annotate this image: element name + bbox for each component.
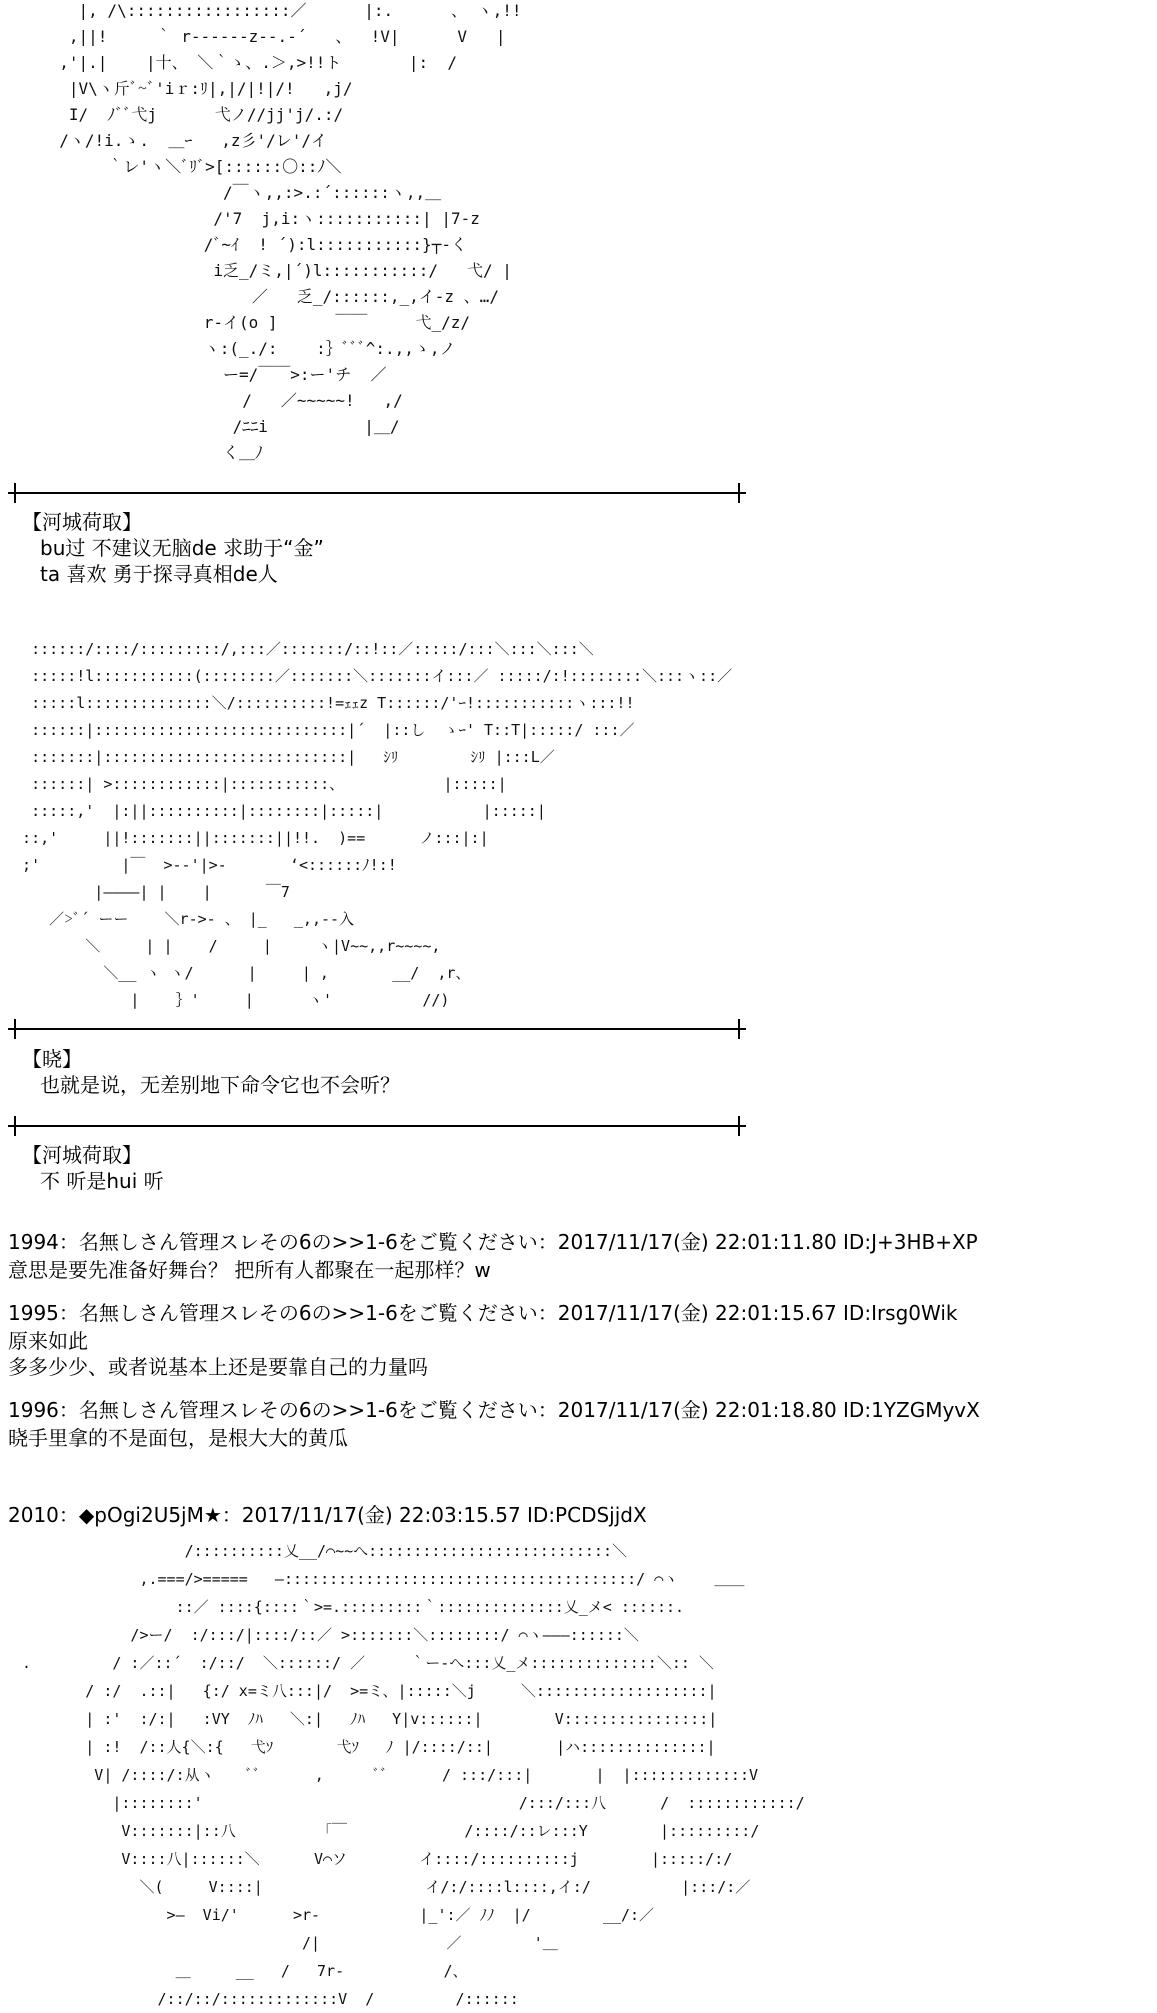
ascii-art-top: |, /\:::::::::::::::::／ |:. 、 ヽ,!! ,||! ｀ r------z--.-´ 、 !V| V | ,'|.| |十、 ＼｀ゝ、.＞,>!!ト |: / |V\ヽ斤ﾞ~ﾞ'iｒ:ﾘ|,|/|!|/! ,j/ I/ ﾉﾞﾞ弋j 弋ノ//jj'j/.:/ /ヽ/!i.ゝ. ＿ｰ ,z彡'/レ'/イ ｀レ'ヽ＼ﾞﾘﾞ>[::::::〇::ﾉ＼ /￣ヽ,,:>.:´::::::ヽ,,＿ /'7 j,i:ヽ:::::::::::| |7-z /ﾞ~ｲ ! ´):l:::::::::::}┬‐く i乏_/ミ,|´)l:::::::::::/ 弋/ | ／ 乏_/::::::,_,イ-z 、…/ r-イ(o ] ￣￣ 弋_/z/ ヽ:(_./: :｝ﾞﾞﾞ^:.,,ゝ,ノ ー=/￣￣>:ー'チ ／ / ／~~~~~! ,/ /ﾆﾆi |＿/ く＿ﾉ bbox=[59, 1, 522, 462]
post-body-line: 晓手里拿的不是面包，是根大大的黄瓜 bbox=[8, 1426, 348, 1450]
ascii-art-bottom: /::::::::::乂__/⌒~~へ:::::::::::::::::::::::::::＼ ,.===/>===== ―:::::::::::::::::::::::::::::::::::::::/ ⌒ヽ ＿＿ ::／ ::::{::::｀>=.:::::::::｀::::::::::::::乂_メ< ::::::. />ー/ :/:::/|::::/::／ >:::::::＼::::::::/ ⌒ヽ―――::::::＼ . / :／::´ :/::/ ＼::::::/ ／ ｀ー‐へ:::乂_メ::::::::::::::＼:: ＼ / :/ .::| {:/ x=ミ八:::|/ >=ミ、|:::::＼j ＼:::::::::::::::::::| | :' :/:| :VY ﾉﾊ ＼:| ﾉﾊ Y|v::::::| V::::::::::::::::| | :! /::人{＼:{ 弋ｿ 弋ｿ ﾉ |/::::/::| |ハ::::::::::::::| V| /::::/:从ヽ ﾞﾞ , ﾞﾞ / :::/:::| | |:::::::::::::V |::::::::' /:::/:::八 / ::::::::::::/ V:::::::|::八 「￣ /::::/::レ:::Y |:::::::::/ V::::八|::::::＼ V⌒ソ イ::::/::::::::::j |:::::/:/ ＼( V::::| イ/:/::::l::::,イ:/ |:::/:／ >― Vi/' >r‐ |_':／ ﾉﾉ |/ __/:／ /| ／ '＿ ＿ __ / 7r‐ /、 /::/::/:::::::::::::V / /:::::: bbox=[22, 1542, 805, 2008]
post-header: 2010：◆pOgi2U5jM★：2017/11/17(金) 22:03:15.57 ID:PCDSjjdX bbox=[8, 1503, 647, 1527]
divider-2 bbox=[8, 1028, 746, 1030]
divider-1 bbox=[8, 492, 746, 494]
post-body-line: 原来如此 bbox=[8, 1329, 88, 1353]
speaker-label: 【河城荷取】 bbox=[22, 510, 142, 534]
ascii-art-middle: ::::::/::::/:::::::::/,:::／:::::::/::!::／:::::/:::＼:::＼:::＼ :::::!l:::::::::::(::::::::／:::::::＼:::::::イ:::／ :::::/:!::::::::＼:::ヽ::／ :::::l::::::::::::::＼/::::::::::!=ｪｪz T::::::/'ｰ!:::::::::::ヽ:::!! ::::::|::::::::::::::::::::::::::::|´ |::し ゝｰ' T::T|:::::/ :::／ :::::::|:::::::::::::::::::::::::::| ｼﾘ ｼﾘ |:::L／ ::::::| >::::::::::::|:::::::::::、 |:::::| :::::,' |:||::::::::::|::::::::|:::::| |:::::| ::,' ||!:::::::||:::::::||!!. )== ノ:::|:| ;' |￣ >‐‐'|>- ‘<::::::ﾉ!:! |――――| | | ￣7 ／>ﾞ´ ーー ＼r‐>- 、 |_ _,,-‐入 ＼ | | / | ヽ|V~~,,r~~~~, ＼__ ヽ ヽ/ | | , __/ ,r、 | ｝' | ヽ' //) bbox=[22, 640, 733, 1009]
post-header: 1996：名無しさん管理スレその6の>>1-6をご覧ください：2017/11/17(金) 22:01:18.80 ID:1YZGMyvX bbox=[8, 1398, 980, 1422]
dialogue-line: 不 听是hui 听 bbox=[40, 1169, 164, 1193]
dialogue-line: 也就是说，无差别地下命令它也不会听？ bbox=[40, 1073, 400, 1097]
divider-3 bbox=[8, 1125, 746, 1127]
speaker-label: 【晓】 bbox=[22, 1047, 82, 1071]
dialogue-line: ta 喜欢 勇于探寻真相de人 bbox=[40, 562, 278, 586]
speaker-label: 【河城荷取】 bbox=[22, 1143, 142, 1167]
post-body-line: 多多少少、或者说基本上还是要靠自己的力量吗 bbox=[8, 1355, 428, 1379]
post-header: 1995：名無しさん管理スレその6の>>1-6をご覧ください：2017/11/17(金) 22:01:15.67 ID:Irsg0Wik bbox=[8, 1301, 958, 1325]
dialogue-line: bu过 不建议无脑de 求助于“金” bbox=[40, 536, 324, 560]
post-header: 1994：名無しさん管理スレその6の>>1-6をご覧ください：2017/11/17(金) 22:01:11.80 ID:J+3HB+XP bbox=[8, 1230, 978, 1254]
post-body-line: 意思是要先准备好舞台？ 把所有人都聚在一起那样？w bbox=[8, 1258, 491, 1282]
